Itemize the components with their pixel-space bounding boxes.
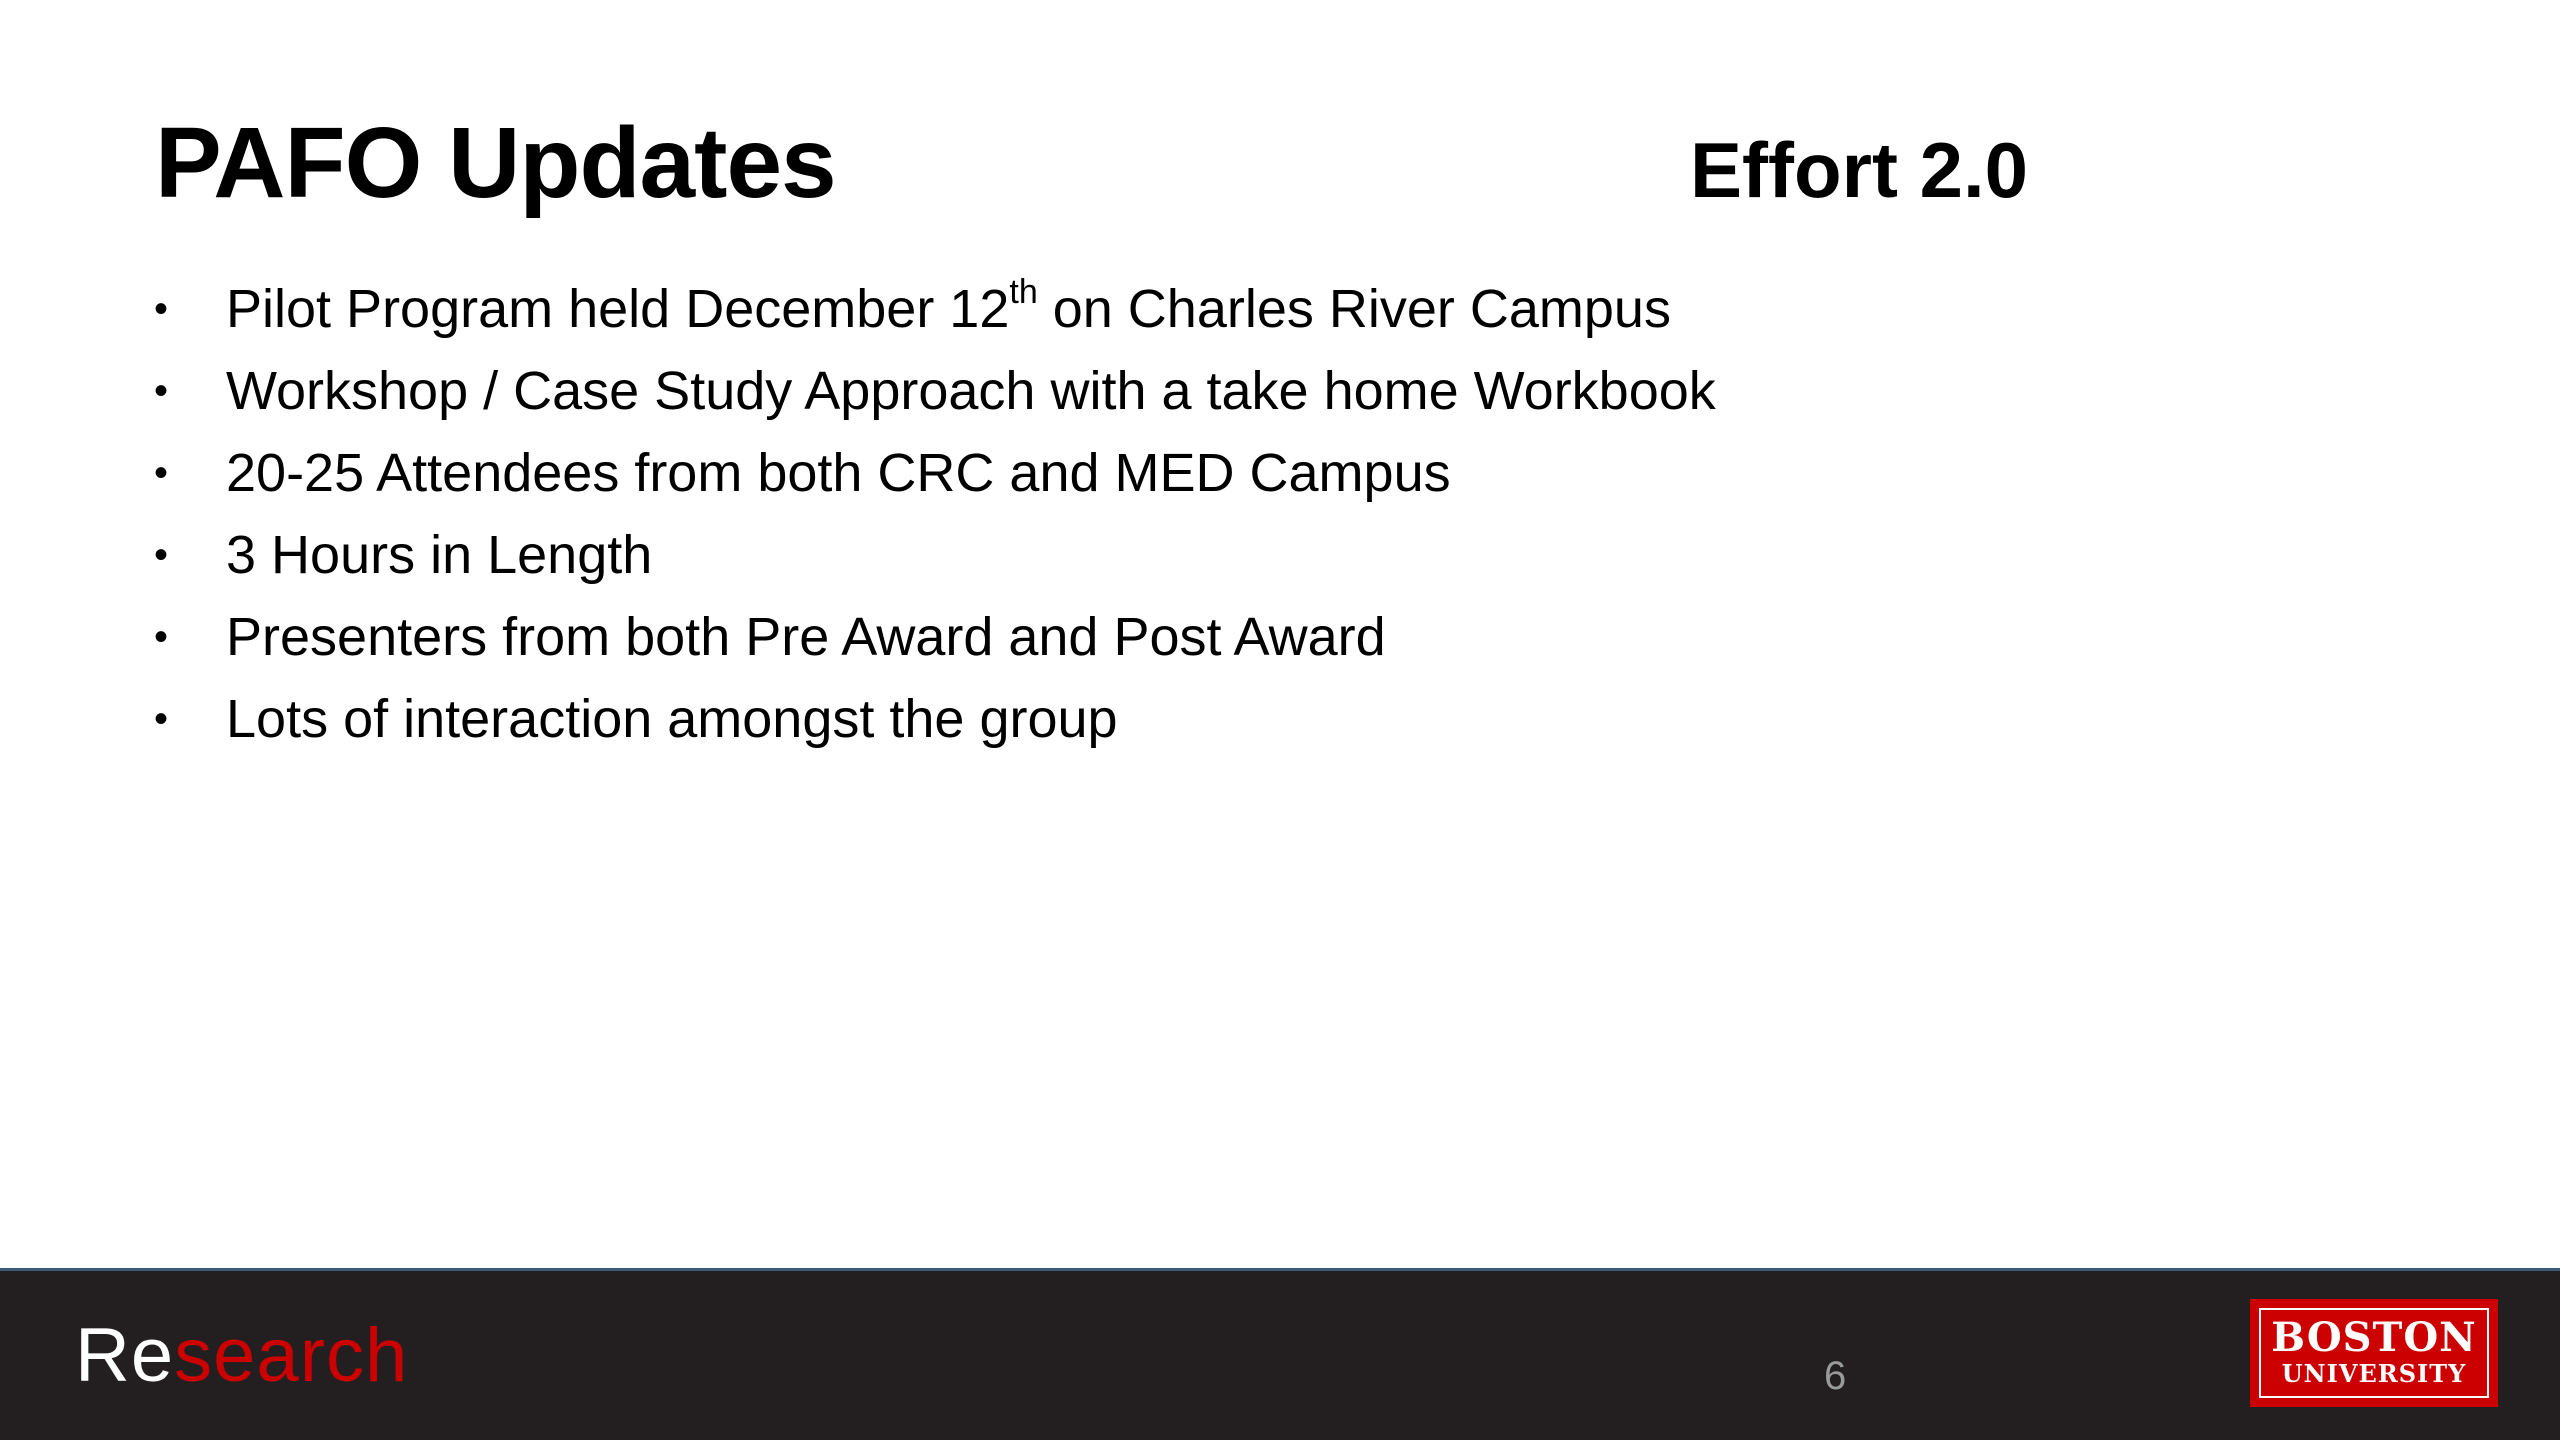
bu-logo-line2: UNIVERSITY xyxy=(2281,1359,2467,1388)
bullet-superscript: th xyxy=(1009,273,1038,311)
bullet-text: 20-25 Attendees from both CRC and MED Campus xyxy=(226,443,1451,503)
bullet-list xyxy=(148,268,1716,760)
bullet-text: Workshop / Case Study Approach with a take home Workbook xyxy=(226,361,1716,421)
bullet-icon: • xyxy=(154,533,169,577)
slide-subtitle: Effort 2.0 xyxy=(1690,126,2029,214)
page-number: 6 xyxy=(1824,1354,1847,1398)
bullet-icon: • xyxy=(154,369,169,413)
bullet-item xyxy=(148,350,1716,432)
bullet-icon: • xyxy=(154,615,169,659)
research-logo xyxy=(75,1301,408,1411)
bullet-item xyxy=(148,268,1716,350)
bullet-item xyxy=(148,678,1716,760)
bullet-icon: • xyxy=(154,451,169,495)
boston-university-logo-frame xyxy=(2259,1308,2489,1398)
bullet-text: 3 Hours in Length xyxy=(226,525,653,585)
bullet-text-continued: on Charles River Campus xyxy=(1037,279,1671,339)
footer-bar xyxy=(0,1268,2560,1440)
bullet-item xyxy=(148,432,1716,514)
research-logo-prefix: Re xyxy=(75,1313,175,1398)
bullet-item xyxy=(148,514,1716,596)
bu-logo-line1: BOSTON xyxy=(2271,1314,2477,1361)
research-logo-suffix: search xyxy=(174,1313,409,1398)
bullet-text: Pilot Program held December 12 xyxy=(226,279,1010,339)
bullet-text: Lots of interaction amongst the group xyxy=(226,689,1118,749)
bullet-item xyxy=(148,596,1716,678)
boston-university-logo xyxy=(2250,1299,2498,1407)
slide-title: PAFO Updates xyxy=(155,107,836,219)
bullet-icon: • xyxy=(154,697,169,741)
bullet-icon: • xyxy=(154,287,169,331)
bullet-text: Presenters from both Pre Award and Post Award xyxy=(226,607,1386,667)
